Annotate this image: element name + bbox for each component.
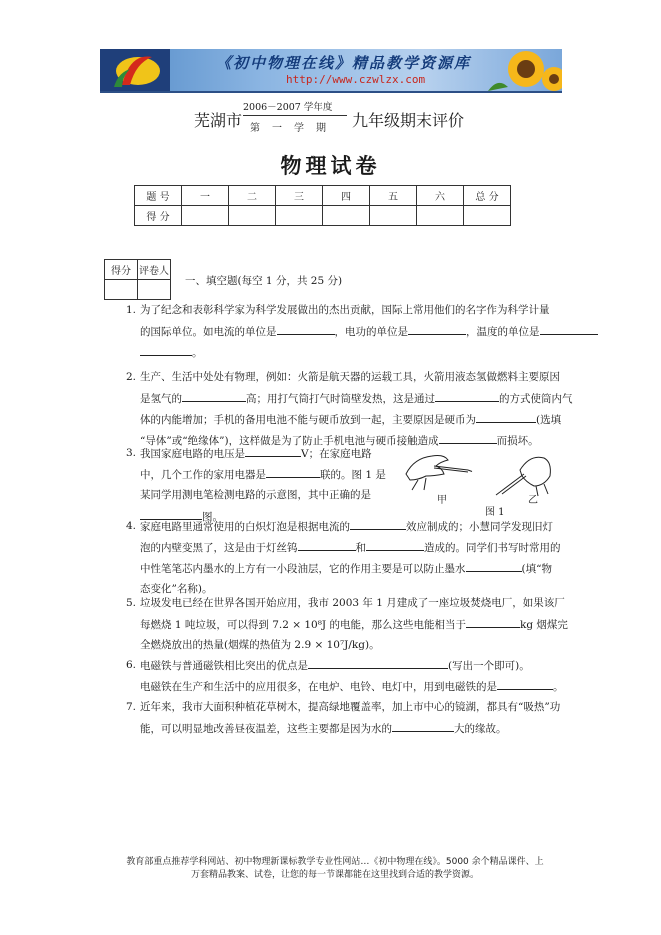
answer-blank[interactable] xyxy=(466,614,520,628)
grader-box xyxy=(104,259,171,300)
score-cell: 题 号 xyxy=(135,186,182,206)
figure-label-b: 乙 xyxy=(528,495,538,506)
answer-blank[interactable] xyxy=(277,321,335,335)
question-text: 大的缘故。 xyxy=(454,723,507,735)
answer-blank[interactable] xyxy=(366,537,424,551)
score-cell: 四 xyxy=(323,186,370,206)
question-text: (写出一个即可)。 xyxy=(448,660,530,672)
question-number: 4. xyxy=(126,520,137,532)
question-text: 电磁铁在生产和生活中的应用很多，在电炉、电铃、电灯中，用到电磁铁的是 xyxy=(140,681,497,693)
answer-blank[interactable] xyxy=(466,558,522,572)
question-line xyxy=(140,537,561,559)
question-text: 图。 xyxy=(202,511,223,523)
answer-blank[interactable] xyxy=(392,718,454,732)
score-blank[interactable] xyxy=(323,206,370,226)
question-text: (填“物 xyxy=(521,563,552,575)
term-label: 第一学期 xyxy=(250,123,338,134)
question-line xyxy=(140,614,568,636)
grade-title: 九年级期末评价 xyxy=(352,111,465,130)
question-line xyxy=(140,367,560,388)
score-table xyxy=(134,185,511,226)
question-number: 7. xyxy=(126,701,137,713)
question-text: 近年来，我市大面积种植花草树木，提高绿地覆盖率，加上市中心的镜湖，都具有“吸热”功 xyxy=(140,701,561,713)
grader-name-blank[interactable] xyxy=(138,280,171,300)
answer-blank[interactable] xyxy=(245,443,301,457)
score-row-label: 得 分 xyxy=(135,206,182,226)
question-line xyxy=(140,558,552,580)
question-number: 6. xyxy=(126,659,137,671)
question-text: 生产、生活中处处有物理，例如：火箭是航天器的运载工具，火箭用液态氢做燃料主要原因 xyxy=(140,371,560,383)
question-line xyxy=(140,388,573,410)
answer-blank[interactable] xyxy=(182,388,246,402)
exam-subject: 物理试卷 xyxy=(280,153,381,178)
question-line xyxy=(140,485,371,506)
question-text: 我国家庭电路的电压是 xyxy=(140,448,245,460)
question-text: kg 烟煤完 xyxy=(519,619,568,631)
page-footer xyxy=(100,856,570,882)
score-header-row xyxy=(135,186,511,206)
question-number: 1. xyxy=(126,304,137,316)
grader-score-label: 得分 xyxy=(105,260,138,280)
score-blank[interactable] xyxy=(417,206,464,226)
question-text: 为了纪念和表彰科学家为科学发展做出的杰出贡献，国际上常用他们的名字作为科学计量 xyxy=(140,304,550,316)
score-cell: 一 xyxy=(182,186,229,206)
answer-blank[interactable] xyxy=(266,464,320,478)
answer-blank[interactable] xyxy=(439,430,497,444)
site-banner xyxy=(100,49,562,91)
question-text: “导体”或“绝缘体”)，这样做是为了防止手机电池与硬币接触造成 xyxy=(140,435,439,447)
question-text: 造成的。同学们书写时常用的 xyxy=(424,542,561,554)
question-text: 中，几个工作的家用电器是 xyxy=(140,469,266,481)
question-text: 的方式使筒内气 xyxy=(499,393,573,405)
question-text: 家庭电路里通常使用的白炽灯泡是根据电流的 xyxy=(140,521,350,533)
question-line xyxy=(140,593,565,614)
score-value-row xyxy=(135,206,511,226)
question-line xyxy=(140,300,550,321)
question-number: 5. xyxy=(126,597,137,609)
question-text: 。 xyxy=(192,347,203,359)
question-text: ，电功的单位是 xyxy=(334,326,408,338)
answer-blank[interactable] xyxy=(408,321,466,335)
answer-blank[interactable] xyxy=(476,409,536,423)
question-line xyxy=(140,697,560,718)
question-text: 能，可以明显地改善昼夜温差，这些主要都是因为水的 xyxy=(140,723,392,735)
question-text: 某同学用测电笔检测电路的示意图，其中正确的是 xyxy=(140,489,371,501)
footer-line: 万套精品教案、试卷，让您的每一节课都能在这里找到合适的教学资源。 xyxy=(190,870,479,880)
site-logo-icon xyxy=(100,49,170,91)
answer-blank[interactable] xyxy=(308,655,448,669)
question-text: (选填 xyxy=(536,414,562,426)
question-line xyxy=(140,516,553,538)
question-text: 中性笔笔芯内墨水的上方有一小段油层，它的作用主要是可以防止墨水 xyxy=(140,563,466,575)
score-blank[interactable] xyxy=(370,206,417,226)
question-line xyxy=(140,321,598,343)
score-blank[interactable] xyxy=(229,206,276,226)
banner-url[interactable]: http://www.czwlzx.com xyxy=(286,73,426,86)
banner-title: 《初中物理在线》精品教学资源库 xyxy=(216,54,472,72)
question-text: 是氢气的 xyxy=(140,393,182,405)
grader-name-label: 评卷人 xyxy=(138,260,171,280)
school-year: 2006－2007 学年度 xyxy=(243,102,333,113)
question-line xyxy=(140,676,564,698)
question-line xyxy=(140,342,203,364)
score-blank[interactable] xyxy=(464,206,511,226)
score-blank[interactable] xyxy=(182,206,229,226)
banner-rule xyxy=(100,91,562,93)
hand-icon xyxy=(406,456,472,491)
question-text: 而损坏。 xyxy=(496,435,539,447)
question-text: 垃圾发电已经在世界各国开始应用，我市 2003 年 1 月建成了一座垃圾焚烧电厂，如果该厂 xyxy=(140,597,565,609)
question-text: 态变化”名称)。 xyxy=(140,583,213,595)
question-line xyxy=(140,655,530,677)
question-text: 效应制成的；小慧同学发现旧灯 xyxy=(406,521,553,533)
question-text: 联的。图 1 是 xyxy=(320,469,386,481)
grader-score-blank[interactable] xyxy=(105,280,138,300)
header-divider xyxy=(243,115,347,116)
question-line xyxy=(140,409,561,431)
question-text: V；在家庭电路 xyxy=(301,448,372,460)
score-cell: 二 xyxy=(229,186,276,206)
question-text: 的国际单位。如电流的单位是 xyxy=(140,326,277,338)
figure-caption: 图 1 xyxy=(485,507,505,518)
question-text: ，温度的单位是 xyxy=(466,326,540,338)
section-title: 一、填空题(每空 1 分，共 25 分) xyxy=(185,275,343,287)
answer-blank[interactable] xyxy=(540,321,598,335)
question-text: 泡的内壁变黑了，这是由于灯丝钨 xyxy=(140,542,298,554)
footer-line: 教育部重点推荐学科网站、初中物理新课标教学专业性网站…《初中物理在线》。5000 余个精品课件、上 xyxy=(126,857,544,867)
question-text: 电磁铁与普通磁铁相比突出的优点是 xyxy=(140,660,308,672)
sunflower-icon xyxy=(478,49,562,91)
question-line xyxy=(140,635,380,656)
score-cell: 六 xyxy=(417,186,464,206)
answer-blank[interactable] xyxy=(497,676,553,690)
score-blank[interactable] xyxy=(276,206,323,226)
figure-label-a: 甲 xyxy=(437,495,447,506)
question-text: 体的内能增加；手机的备用电池不能与硬币放到一起，主要原因是硬币为 xyxy=(140,414,476,426)
question-text: 全燃烧放出的热量(烟煤的热值为 2.9 × 10⁷J/kg)。 xyxy=(140,639,380,651)
question-text: 每燃烧 1 吨垃圾，可以得到 7.2 × 10⁸J 的电能，那么这些电能相当于 xyxy=(140,619,466,631)
city-name: 芜湖市 xyxy=(194,111,243,130)
answer-blank[interactable] xyxy=(298,537,356,551)
question-line xyxy=(140,718,507,740)
question-line xyxy=(140,443,372,465)
question-number: 3. xyxy=(126,447,137,459)
hand-icon xyxy=(496,457,550,496)
question-text: 和 xyxy=(355,542,366,554)
question-number: 2. xyxy=(126,371,137,383)
score-cell: 总 分 xyxy=(464,186,511,206)
question-line xyxy=(140,464,386,486)
answer-blank[interactable] xyxy=(140,342,192,356)
score-cell: 五 xyxy=(370,186,417,206)
score-cell: 三 xyxy=(276,186,323,206)
question-text: 。 xyxy=(553,681,564,693)
answer-blank[interactable] xyxy=(350,516,406,530)
question-text: 高；用打气筒打气时筒壁发热，这是通过 xyxy=(246,393,435,405)
answer-blank[interactable] xyxy=(435,388,499,402)
